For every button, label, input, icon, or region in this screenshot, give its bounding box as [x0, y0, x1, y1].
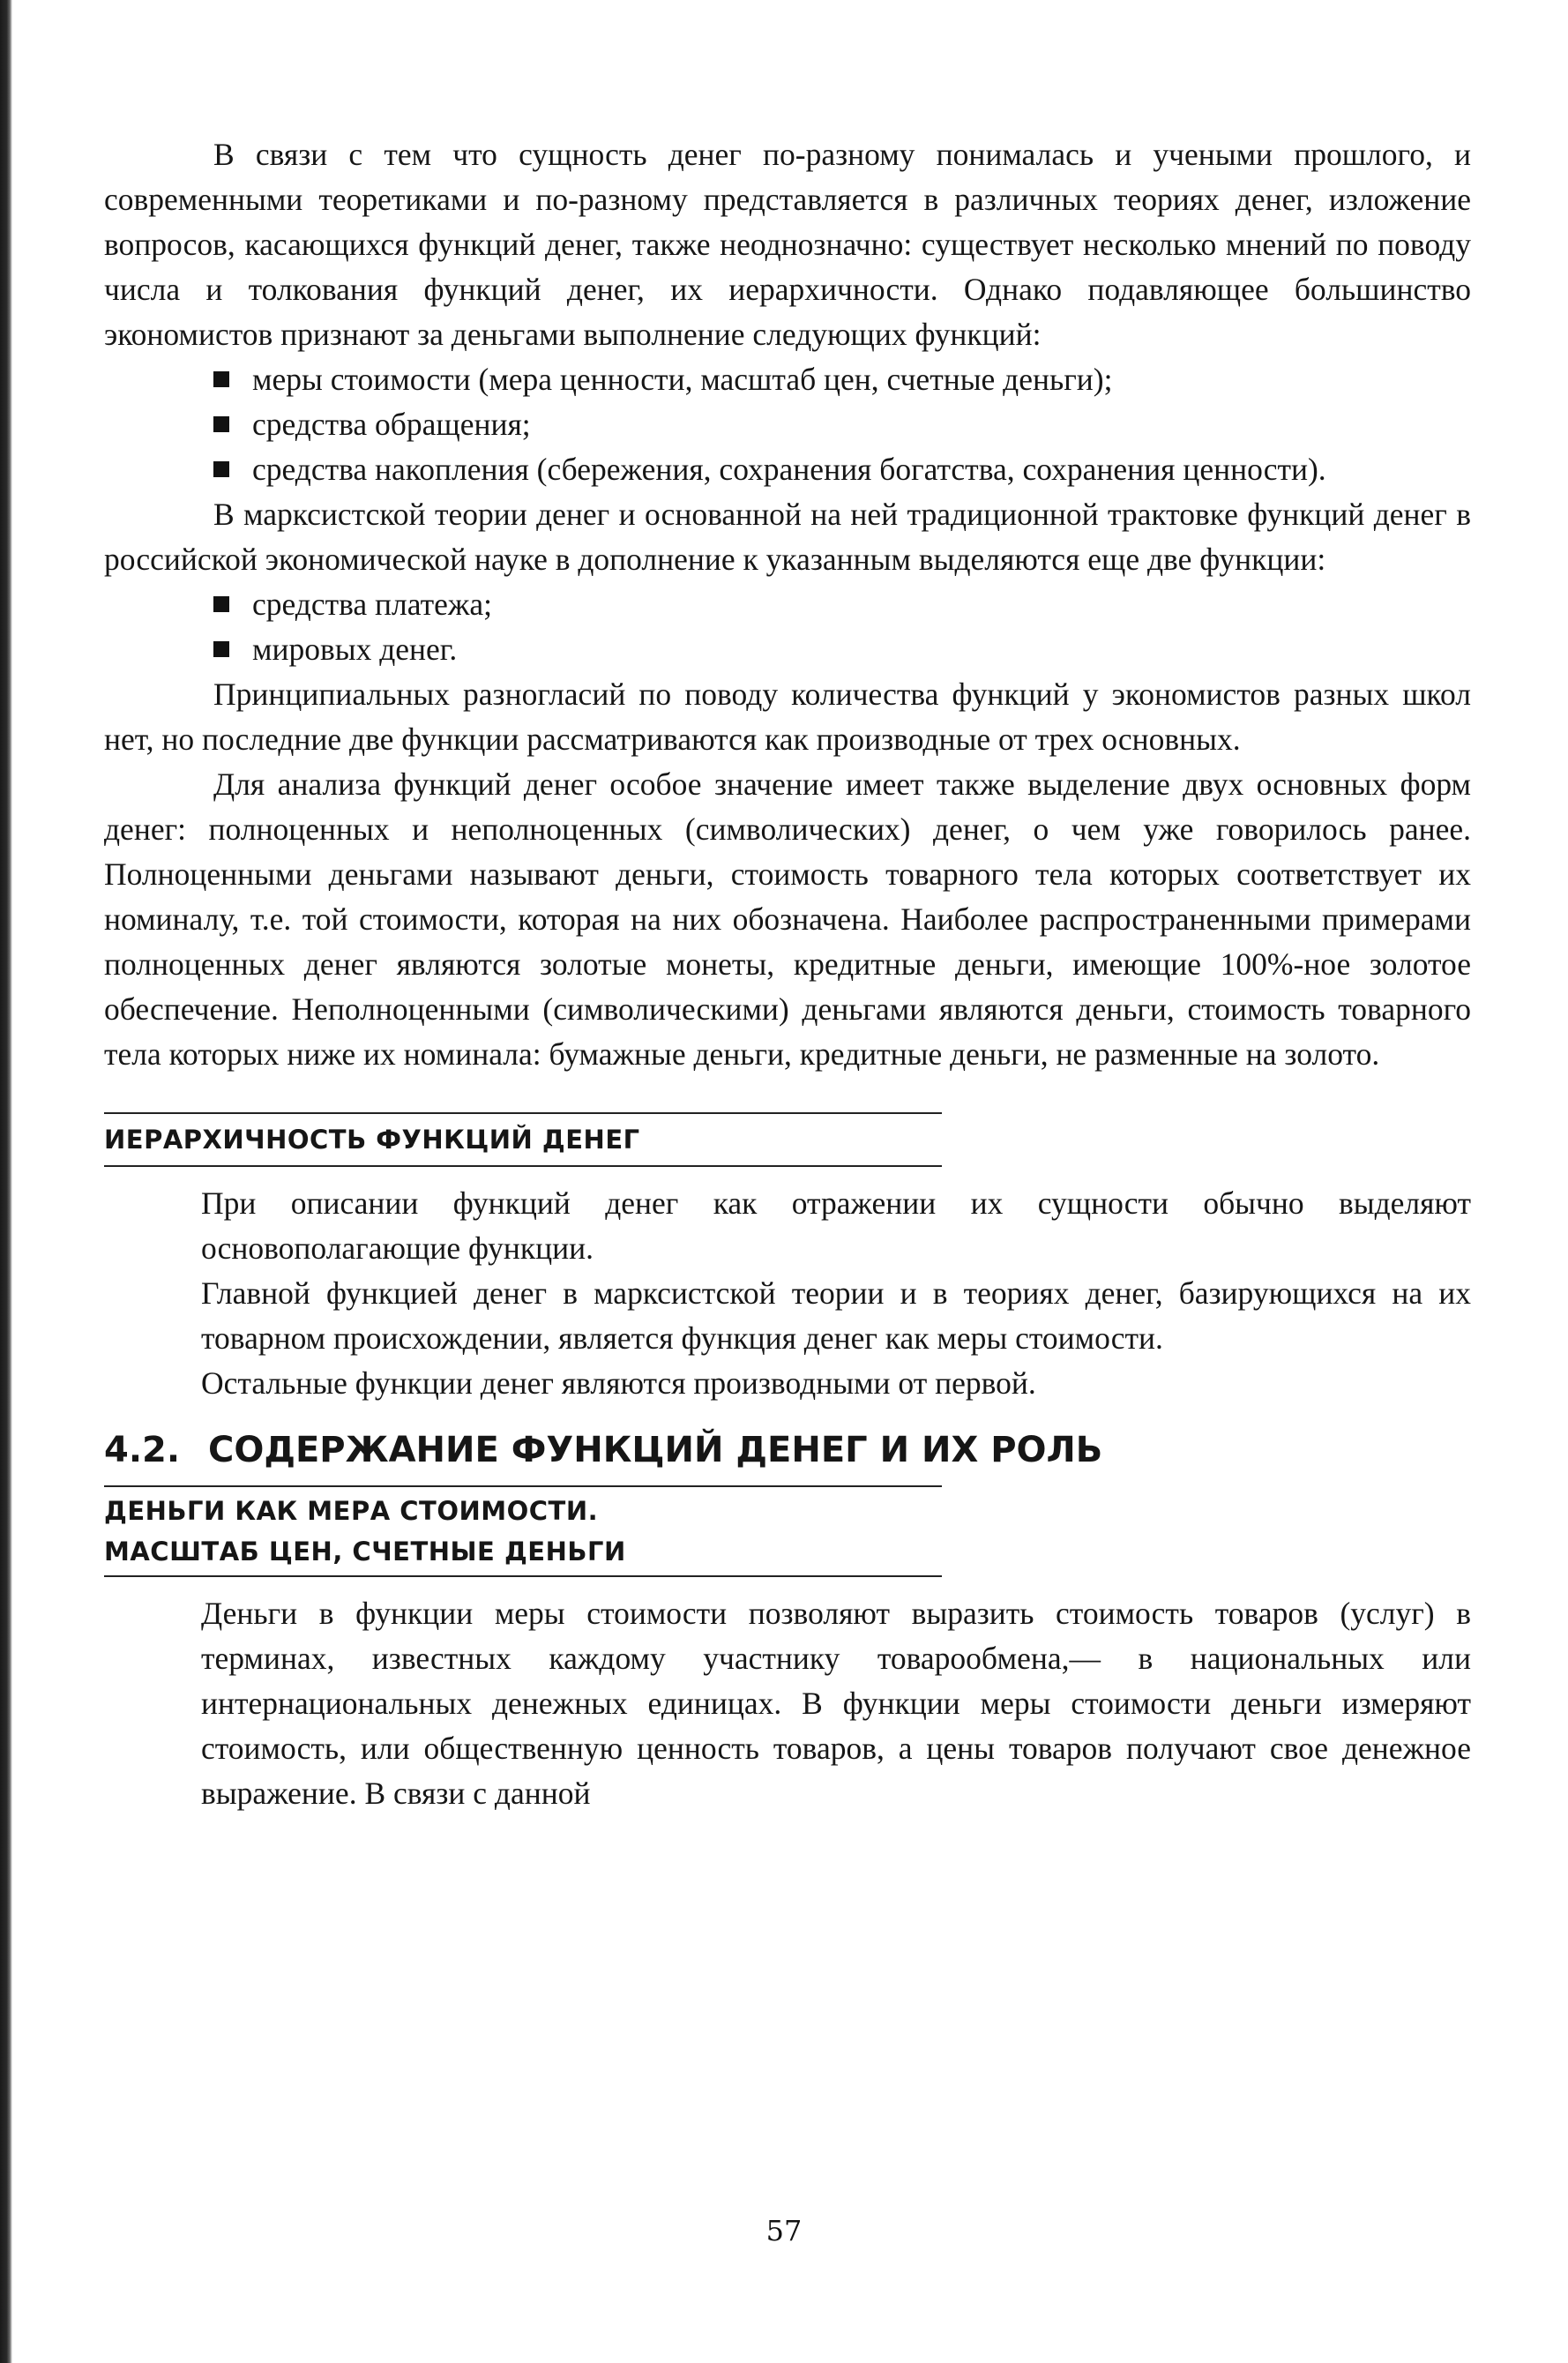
bullet-text: средства обращения; [252, 407, 531, 442]
section-title-text: СОДЕРЖАНИЕ ФУНКЦИЙ ДЕНЕГ И ИХ РОЛЬ [208, 1430, 1103, 1470]
square-bullet-icon [213, 416, 229, 432]
intro-paragraph-3: Принципиальных разногласий по поводу количества функций у экономистов разных школ нет, но последние две функции рассматриваются как производные от трех основных. [104, 677, 1471, 757]
subheading-measure-line-2: МАСШТАБ ЦЕН, СЧЕТНЫЕ ДЕНЬГИ [104, 1537, 626, 1567]
intro-paragraph-1: В связи с тем что сущность денег по-разному понималась и учеными прошлого, и современными теоретиками и по-разному представляется в различных теориях денег, изложение вопросов, касающихся функций денег, также неоднозначно: существует несколько мнений по поводу числа и толкования функций денег, их иерархичности. Однако подавляющее большинство экономистов признают за деньгами выполнение следующих функций: [104, 137, 1471, 352]
measure-paragraph-1: Деньги в функции меры стоимости позволяют выразить стоимость товаров (услуг) в терминах, известных каждому участнику товарообмена,— в национальных или интернациональных денежных единицах. В функции меры стоимости деньги измеряют стоимость, или общественную ценность товаров, а цены товаров получают свое денежное выражение. В связи с данной [201, 1596, 1471, 1811]
bullet-means-of-circulation [104, 402, 1471, 447]
intro-paragraph-4: Для анализа функций денег особое значение имеет также выделение двух основных форм денег: полноценных и неполноценных (символических) денег, о чем уже говорилось ранее. Полноценными деньгами называют деньги, стоимость товарного тела которых соответствует их номиналу, т.е. той стоимости, которая на них обозначена. Наиболее распространенными примерами полноценных денег являются золотые монеты, кредитные деньги, имеющие 100%-ное золотое обеспечение. Неполноценными (символическими) деньгами являются деньги, стоимость товарного тела которых ниже их номинала: бумажные деньги, кредитные деньги, не разменные на золото. [104, 766, 1471, 1072]
page-number: 57 [765, 2214, 803, 2247]
square-bullet-icon [213, 641, 229, 657]
square-bullet-icon [213, 461, 229, 477]
bullet-text: средства платежа; [252, 587, 493, 622]
bullet-text: мировых денег. [252, 632, 458, 667]
square-bullet-icon [213, 596, 229, 612]
section-number: 4.2. [104, 1430, 181, 1470]
binding-shadow [0, 0, 12, 2363]
bullet-text: средства накопления (сбережения, сохранения богатства, сохранения ценности). [252, 452, 1326, 487]
measure-block [201, 1591, 1471, 1816]
hierarchy-paragraph-2 [201, 1271, 1471, 1361]
intro-paragraph-2: В марксистской теории денег и основанной на ней традиционной трактовке функций денег в российской экономической науке в дополнение к указанным выделяются еще две функции: [104, 497, 1471, 577]
square-bullet-icon [213, 371, 229, 387]
subheading-measure-line-1: ДЕНЬГИ КАК МЕРА СТОИМОСТИ. [104, 1496, 599, 1526]
heading-rule-top [104, 1112, 942, 1114]
bullet-measure-of-value [104, 357, 1471, 402]
hierarchy-paragraph-3: Остальные функции денег являются производными от первой. [201, 1365, 1036, 1401]
bullet-means-of-accumulation [104, 447, 1471, 492]
subheading-hierarchy: ИЕРАРХИЧНОСТЬ ФУНКЦИЙ ДЕНЕГ [104, 1125, 640, 1155]
hierarchy-paragraph-2-text: Главной функцией денег в марксистской теории и в теориях денег, базирующихся на их товарном происхождении, является функция денег как меры стоимости. [201, 1275, 1471, 1356]
section-title [104, 1425, 1471, 1475]
bullet-world-money [104, 627, 1471, 672]
hierarchy-block [201, 1181, 1471, 1406]
heading-rule-top [104, 1485, 942, 1487]
bullet-text: меры стоимости (мера ценности, масштаб цен, счетные деньги); [252, 362, 1113, 397]
page-content [104, 132, 1471, 1816]
bullet-means-of-payment [104, 582, 1471, 627]
hierarchy-paragraph-1: При описании функций денег как отражении их сущности обычно выделяют основополагающие функции. [201, 1185, 1471, 1266]
